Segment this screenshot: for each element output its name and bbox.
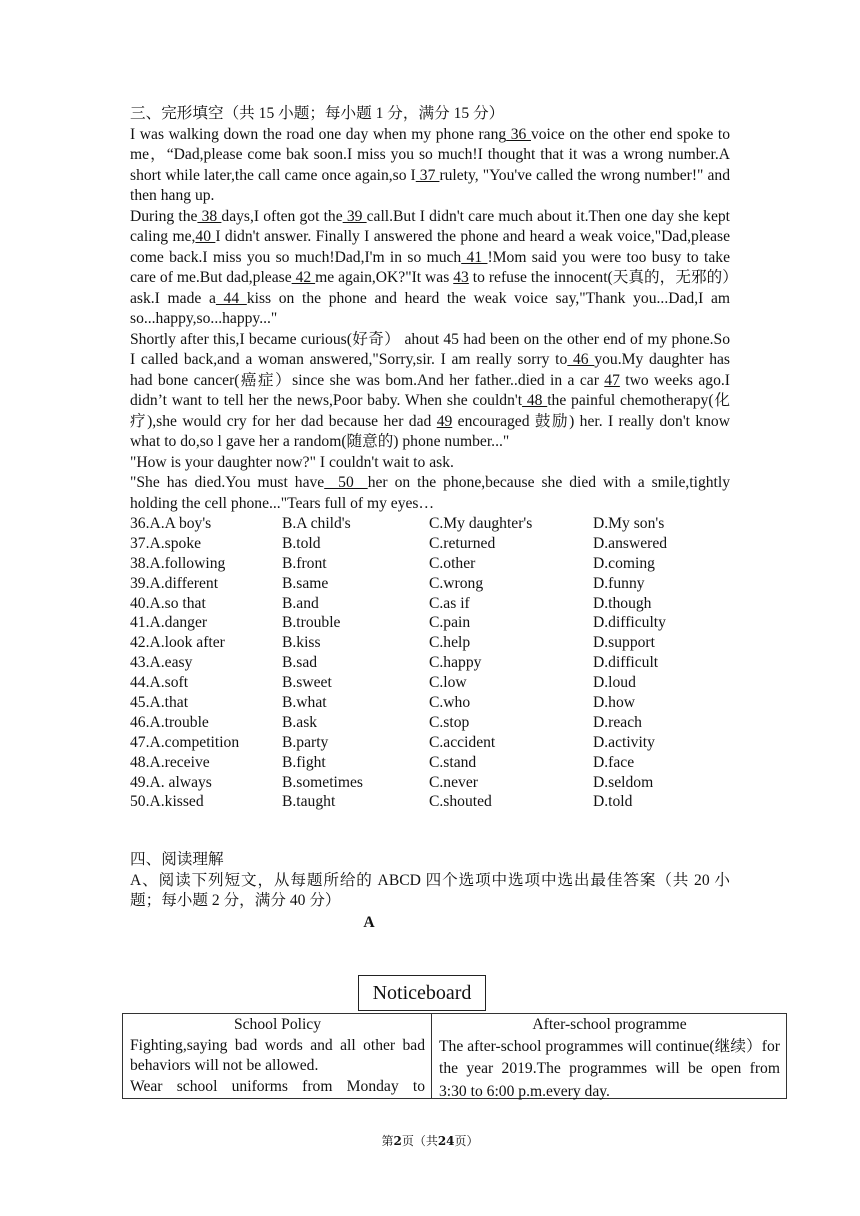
school-policy-heading: School Policy: [233, 1016, 322, 1033]
option-choice: 50.A.kissed: [130, 793, 204, 811]
option-choice: C.shouted: [429, 793, 492, 811]
blank-46: 46: [567, 351, 595, 368]
blank-41: 41: [461, 248, 488, 266]
option-choice: 39.A.different: [130, 574, 219, 592]
option-choice: D.funny: [593, 574, 645, 592]
option-row: [130, 713, 730, 733]
blank-47: 47: [604, 371, 620, 389]
option-choice: 37.A.spoke: [130, 534, 202, 552]
text-run: her on the phone,because she died with a smile,tightly holding the cell phone..."Tears full of my eyes…: [130, 474, 731, 512]
text-run: During the: [130, 207, 198, 225]
option-row: [130, 613, 730, 633]
option-choice: C.My daughter's: [429, 515, 533, 532]
school-policy-text: Fighting,saying bad words and all other bad behaviors will not be allowed.: [130, 1036, 425, 1074]
text-run: !Mom said you were too busy to take care of me.But dad,please: [130, 248, 731, 286]
option-choice: C.help: [429, 634, 471, 652]
blank-36: 36: [506, 125, 531, 143]
after-school-heading: After-school programme: [532, 1016, 687, 1033]
option-choice: 48.A.receive: [130, 753, 210, 771]
option-choice: 47.A.competition: [130, 733, 240, 751]
text-run: me again,OK?"It was: [315, 269, 454, 286]
option-row: [130, 594, 730, 614]
option-choice: 36.A.A boy's: [130, 515, 212, 532]
option-choice: B.fight: [282, 753, 326, 771]
school-policy-text-2: Wear school uniforms from Monday to: [130, 1077, 425, 1095]
option-choice: B.sweet: [282, 674, 332, 692]
option-row: [130, 773, 730, 793]
option-choice: B.taught: [282, 793, 336, 811]
option-row: [130, 653, 730, 673]
option-row: [130, 574, 730, 594]
text-run: days,I often got the: [221, 207, 343, 225]
blank-40: 40: [195, 228, 216, 245]
noticeboard-title: Noticeboard: [358, 975, 486, 1011]
page-footer: [0, 1132, 860, 1149]
option-choice: 41.A.danger: [130, 614, 208, 632]
option-choice: B.party: [282, 733, 329, 751]
option-choice: 44.A.soft: [130, 674, 189, 692]
option-choice: 49.A. always: [130, 773, 212, 791]
option-choice: D.difficult: [593, 654, 659, 672]
cloze-paragraph-1: [130, 125, 730, 207]
blank-39: 39: [342, 207, 367, 225]
option-choice: 40.A.so that: [130, 594, 206, 612]
option-choice: B.front: [282, 554, 327, 572]
option-row: [130, 753, 730, 773]
blank-50: 50: [324, 474, 368, 491]
option-choice: B.and: [282, 594, 319, 612]
document-page: [130, 104, 730, 933]
option-choice: 46.A.trouble: [130, 713, 209, 731]
option-choice: D.difficulty: [593, 614, 666, 632]
option-choice: C.pain: [429, 614, 471, 632]
reading-instruction: A、阅读下列短文，从每题所给的 ABCD 四个选项中选项中选出最佳答案（共 20 小题；每小题 2 分，满分 40 分）: [130, 871, 730, 910]
option-choice: C.accident: [429, 733, 496, 751]
blank-43: 43: [453, 269, 469, 286]
option-choice: D.how: [593, 694, 636, 712]
after-school-cell: [432, 1014, 786, 1098]
option-choice: B.sad: [282, 654, 318, 672]
blank-49: 49: [436, 412, 453, 430]
option-choice: D.support: [593, 634, 655, 652]
option-choice: B.same: [282, 574, 329, 592]
option-choice: D.coming: [593, 554, 655, 572]
option-row: [130, 733, 730, 753]
blank-37: 37: [415, 166, 440, 184]
cloze-paragraph-3: [130, 330, 730, 453]
option-choice: D.face: [593, 753, 635, 771]
option-choice: C.low: [429, 674, 467, 692]
option-row: [130, 534, 730, 554]
option-row: [130, 673, 730, 693]
cloze-paragraph-4: "How is your daughter now?" I couldn't wait to ask.: [130, 453, 454, 471]
option-choice: C.stop: [429, 713, 470, 731]
option-choice: B.trouble: [282, 614, 341, 632]
option-row: [130, 514, 730, 534]
blank-38: 38: [197, 207, 222, 225]
option-choice: C.who: [429, 694, 471, 712]
option-choice: B.kiss: [282, 634, 321, 652]
option-choice: B.A child's: [282, 515, 351, 532]
option-choice: 45.A.that: [130, 694, 189, 712]
text-run: you.My daughter has had bone cancer(癌症）since she was bom.And her father..died in a car: [130, 351, 731, 389]
blank-48: 48: [522, 392, 548, 409]
option-row: [130, 792, 730, 812]
school-policy-cell: [123, 1014, 432, 1098]
option-choice: B.what: [282, 694, 327, 712]
option-row: [130, 693, 730, 713]
blank-44: 44: [215, 289, 247, 307]
option-choice: C.as if: [429, 594, 470, 612]
text-run: call.But I didn't care much about it.Then one day she kept caling me,: [130, 207, 730, 245]
notice-table: [122, 1013, 787, 1099]
text-run: voice on the other end spoke to me，“Dad,please come bak soon.I miss you so much!I thought that it was a wrong number.A short while later,the call came once again,so I: [130, 125, 730, 184]
text-run: kiss on the phone and heard the weak voice say,"Thank you...Dad,I am so...happy,so...happy...": [130, 289, 731, 327]
option-choice: C.happy: [429, 654, 482, 672]
option-row: [130, 633, 730, 653]
option-choice: C.never: [429, 773, 478, 791]
option-choice: D.told: [593, 793, 633, 811]
option-choice: D.though: [593, 594, 652, 612]
text-run: "She has died.You must have: [130, 474, 325, 491]
option-choice: 43.A.easy: [130, 654, 193, 672]
option-choice: C.wrong: [429, 574, 484, 592]
footer-page-number: 2: [393, 1134, 402, 1148]
option-choice: D.reach: [593, 713, 642, 731]
option-choice: B.ask: [282, 713, 318, 731]
option-choice: C.returned: [429, 534, 496, 552]
after-school-text: The after-school programmes will continue(继续）for the year 2019.The programmes will be open from 3:30 to 6:00 p.m.every day.: [439, 1037, 780, 1100]
section-title-cloze: 三、完形填空（共 15 小题；每小题 1 分，满分 15 分）: [130, 105, 505, 122]
text-run: rulety, "You've called the wrong number!" and then hang up.: [130, 166, 730, 204]
cloze-paragraph-5: [130, 473, 730, 514]
options-list: [130, 514, 730, 812]
text-run: Shortly after this,I became curious(好奇） ahout 45 had been on the other end of my phone.So I called back,and a woman answered,"Sorry,sir. I am really sorry to: [130, 330, 730, 368]
text-run: encouraged 鼓励) her. I really don't know what to do,so l gave her a random(随意的) phone number...": [130, 412, 730, 450]
option-choice: 38.A.following: [130, 554, 226, 572]
option-choice: D.My son's: [593, 515, 665, 532]
text-run: to refuse the innocent(天真的，无邪的）ask.I made a: [130, 269, 731, 307]
text-run: I didn't answer. Finally I answered the phone and heard a weak voice,"Dad,please come back.I miss you so much!Dad,I'm in so much: [130, 228, 731, 266]
option-choice: B.sometimes: [282, 773, 363, 791]
option-row: [130, 554, 730, 574]
section-title-reading: 四、阅读理解: [130, 851, 224, 869]
option-choice: C.other: [429, 554, 476, 572]
cloze-paragraph-2: [130, 207, 730, 330]
text-run: two weeks ago.I didn’t want to tell her the news,Poor baby. When she couldn't: [130, 371, 730, 409]
option-choice: D.answered: [593, 534, 668, 552]
text-run: I was walking down the road one day when my phone rang: [130, 125, 507, 143]
passage-label: A: [363, 913, 375, 931]
footer-text: 页）: [454, 1134, 479, 1148]
footer-total-pages: 24: [437, 1134, 455, 1148]
option-choice: D.activity: [593, 733, 655, 751]
text-run: the painful chemotherapy(化疗),she would cry for her dad because her dad: [130, 392, 730, 430]
option-choice: D.seldom: [593, 773, 654, 791]
blank-42: 42: [291, 269, 316, 286]
option-choice: D.loud: [593, 674, 636, 692]
option-choice: C.stand: [429, 753, 477, 771]
footer-text: 页（共: [401, 1134, 438, 1148]
footer-text: 第: [381, 1134, 394, 1148]
option-choice: B.told: [282, 534, 321, 552]
option-choice: 42.A.look after: [130, 634, 225, 652]
